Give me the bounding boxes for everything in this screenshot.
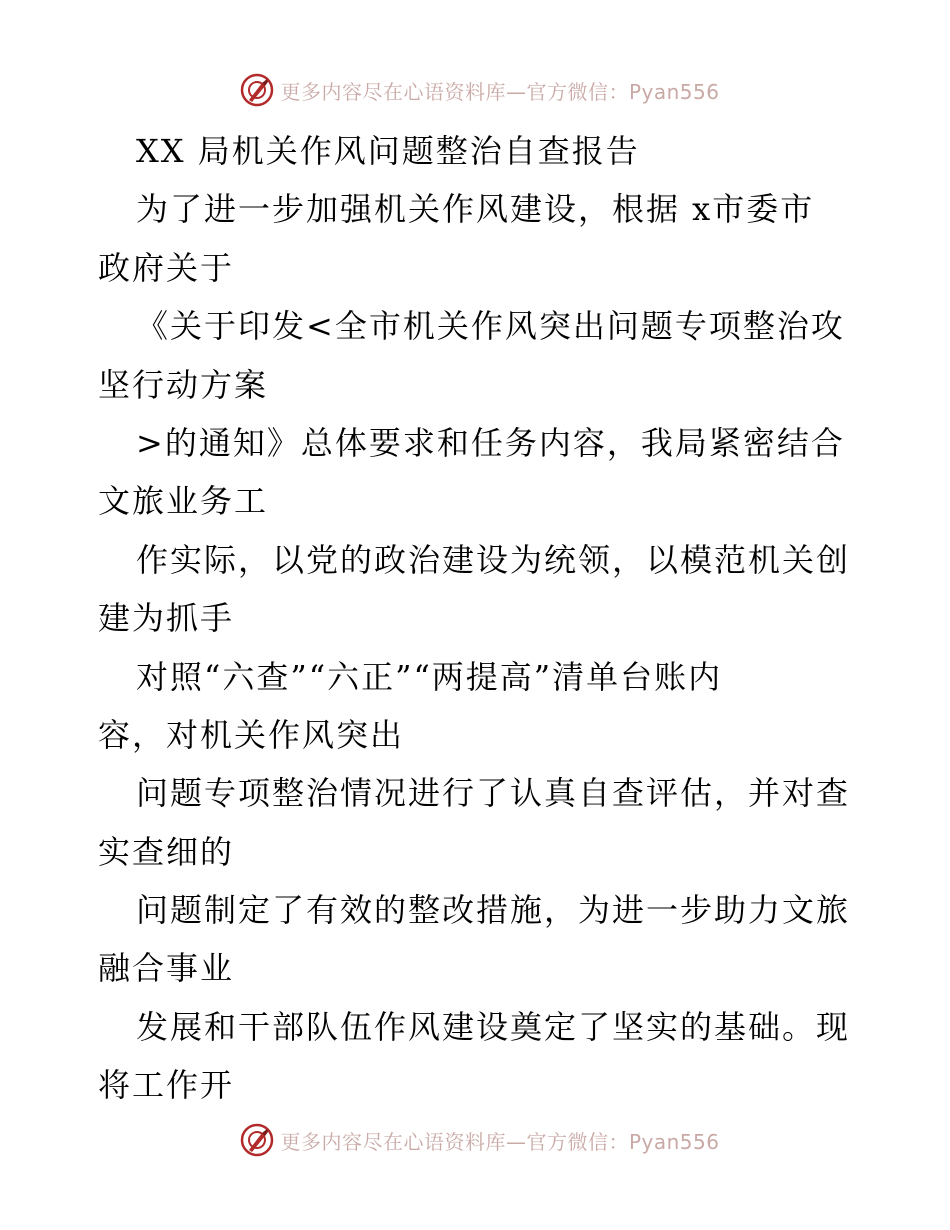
paragraph-line: 《关于印发<全市机关作风突出问题专项整治攻 <box>136 307 845 346</box>
paragraph-line: 政府关于 <box>98 248 235 287</box>
paragraph-line: 问题专项整治情况进行了认真自查评估，并对查 <box>136 774 851 813</box>
header-watermark-banner <box>0 70 950 110</box>
paragraph-line: 对照“六查”“六正”“两提高”清单台账内 <box>136 657 723 696</box>
paragraph-line: 问题制定了有效的整改措施，为进一步助力文旅 <box>136 891 851 930</box>
document-title: XX 局机关作风问题整治自查报告 <box>136 132 640 170</box>
paragraph-line: 融合事业 <box>98 949 235 988</box>
paragraph-line: 文旅业务工 <box>98 482 269 521</box>
watermark-text: 更多内容尽在心语资料库—官方微信：Pyan556 <box>280 1129 720 1154</box>
watermark-text: 更多内容尽在心语资料库—官方微信：Pyan556 <box>280 79 720 104</box>
paragraph-line: 作实际，以党的政治建设为统领，以模范机关创 <box>136 540 851 579</box>
paragraph-line: 建为抓手 <box>98 599 235 638</box>
logo-icon <box>240 1123 274 1157</box>
paragraph-line: 坚行动方案 <box>98 365 269 404</box>
paragraph-line: 实查细的 <box>98 832 235 871</box>
document-body <box>98 122 858 1115</box>
paragraph-line: >的通知》总体要求和任务内容，我局紧密结合 <box>136 423 845 462</box>
logo-icon <box>240 73 274 107</box>
paragraph-line: 将工作开 <box>98 1066 235 1105</box>
paragraph-line: 为了进一步加强机关作风建设，根据 x市委市 <box>136 190 815 229</box>
footer-watermark-banner <box>0 1120 950 1160</box>
paragraph-line: 发展和干部队伍作风建设奠定了坚实的基础。现 <box>136 1007 851 1046</box>
paragraph-line: 容，对机关作风突出 <box>98 715 405 754</box>
